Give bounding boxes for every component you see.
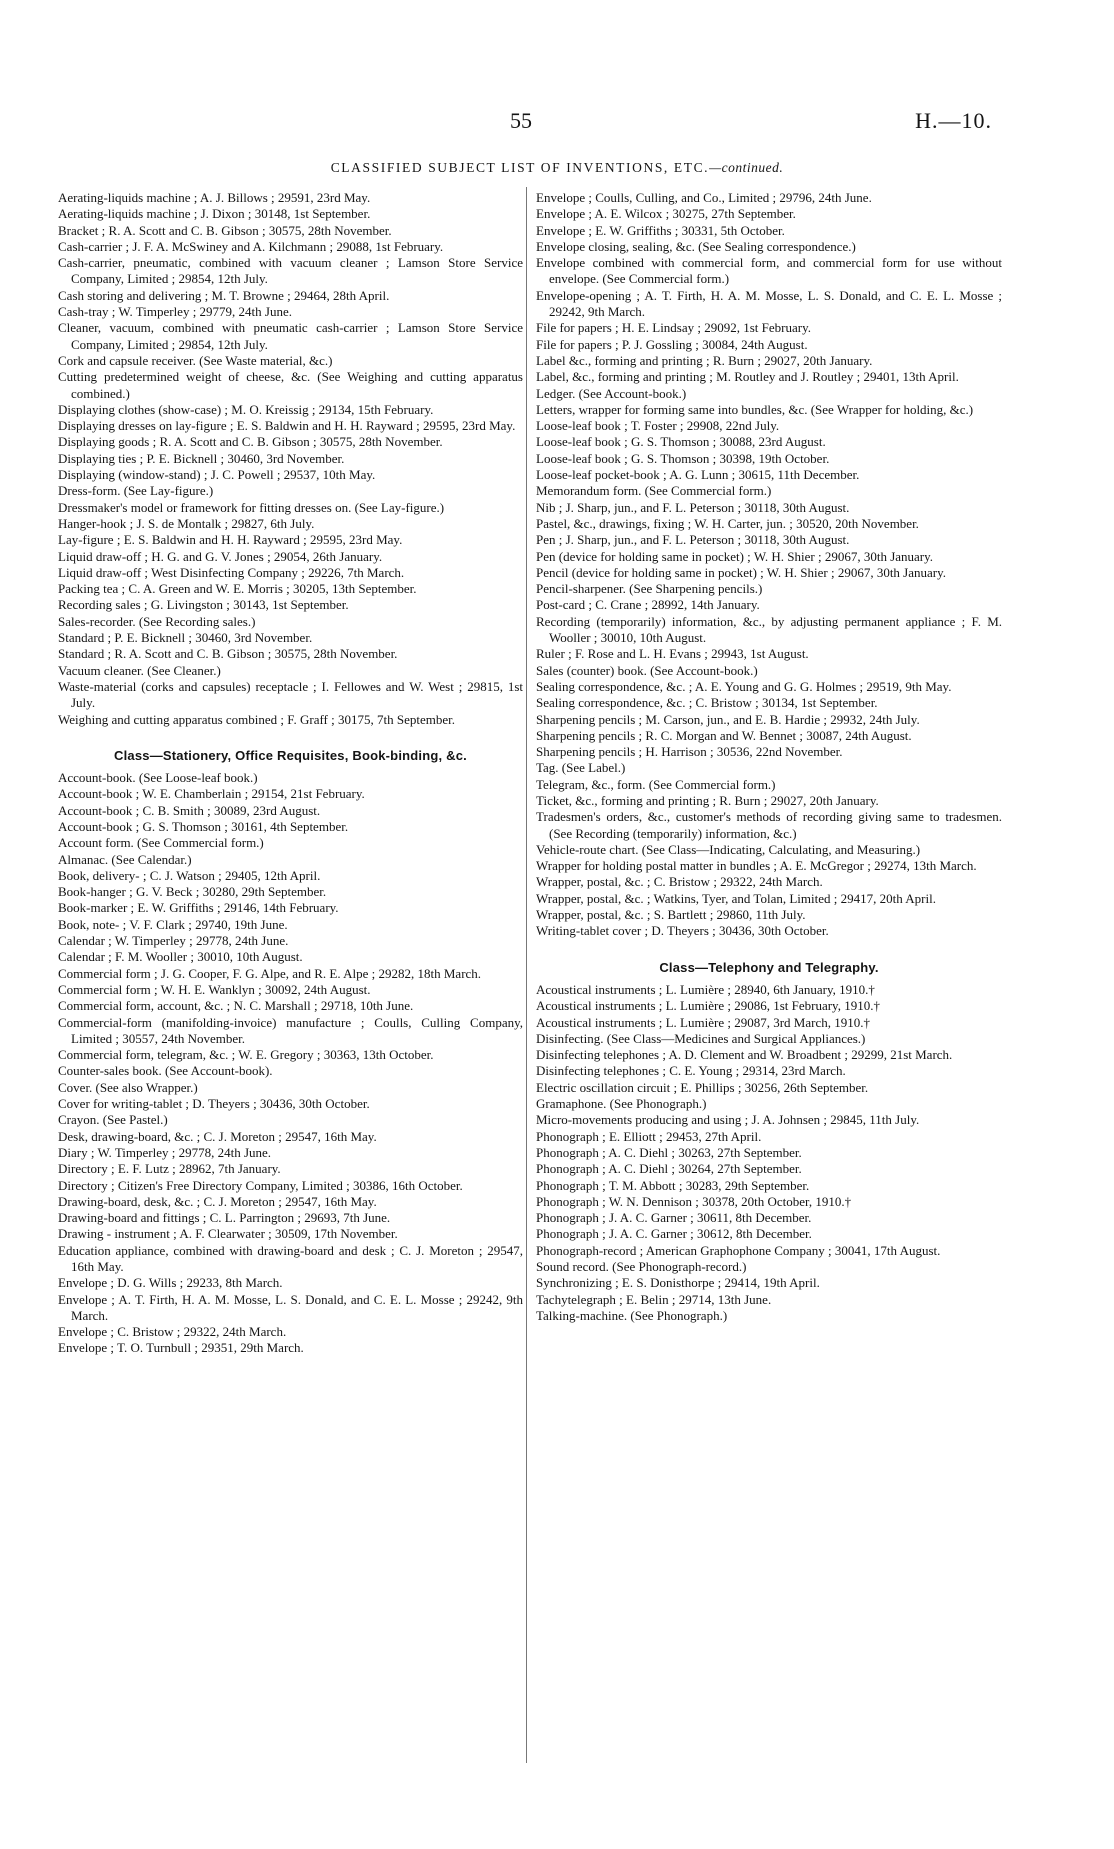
index-entry: Sealing correspondence, &c. ; C. Bristow ; 30134, 1st September. — [536, 695, 878, 711]
index-entry: Phonograph ; A. C. Diehl ; 30264, 27th September. — [536, 1161, 802, 1177]
right-column — [536, 190, 1002, 1324]
index-entry: Cleaner, vacuum, combined with pneumatic cash-carrier ; Lamson Store Service Company, Limited ; 29854, 12th July. — [58, 320, 523, 352]
index-entry: Phonograph-record ; American Graphophone Company ; 30041, 17th August. — [536, 1242, 941, 1258]
index-entry: Wrapper, postal, &c. ; S. Bartlett ; 29860, 11th July. — [536, 907, 806, 923]
index-entry: Commercial form ; J. G. Cooper, F. G. Alpe, and R. E. Alpe ; 29282, 18th March. — [58, 965, 482, 981]
index-entry: Directory ; E. F. Lutz ; 28962, 7th January. — [58, 1161, 281, 1177]
index-entry: Liquid draw-off ; West Disinfecting Company ; 29226, 7th March. — [58, 564, 405, 580]
index-entry: Commercial form, account, &c. ; N. C. Marshall ; 29718, 10th June. — [58, 998, 414, 1014]
index-entry: Drawing - instrument ; A. F. Clearwater ; 30509, 17th November. — [58, 1226, 398, 1242]
index-entry: Envelope combined with commercial form, and commercial form for use without envelope. (See Commercial form.) — [536, 255, 1002, 287]
index-entry: Pencil (device for holding same in pocket) ; W. H. Shier ; 29067, 30th January. — [536, 564, 947, 580]
index-entry: Phonograph ; W. N. Dennison ; 30378, 20th October, 1910.† — [536, 1193, 852, 1209]
index-entry: Crayon. (See Pastel.) — [58, 1112, 168, 1128]
index-entry: Micro-movements producing and using ; J. A. Johnsen ; 29845, 11th July. — [536, 1112, 920, 1128]
index-entry: Envelope closing, sealing, &c. (See Sealing correspondence.) — [536, 238, 856, 254]
index-entry: Cork and capsule receiver. (See Waste material, &c.) — [58, 352, 333, 368]
index-entry: Cash-carrier, pneumatic, combined with vacuum cleaner ; Lamson Store Service Company, Limited ; 29854, 12th July. — [58, 255, 523, 287]
index-entry: Dressmaker's model or framework for fitting dresses on. (See Lay-figure.) — [58, 499, 445, 515]
index-entry: Memorandum form. (See Commercial form.) — [536, 483, 772, 499]
right-entries-list — [536, 190, 1002, 940]
index-entry: Pen ; J. Sharp, jun., and F. L. Peterson ; 30118, 30th August. — [536, 532, 850, 548]
index-entry: Tachytelegraph ; E. Belin ; 29714, 13th June. — [536, 1291, 772, 1307]
index-entry: Account form. (See Commercial form.) — [58, 835, 264, 851]
index-entry: Sealing correspondence, &c. ; A. E. Young and G. G. Holmes ; 29519, 9th May. — [536, 678, 952, 694]
index-entry: Book, delivery- ; C. J. Watson ; 29405, 12th April. — [58, 867, 321, 883]
index-entry: Loose-leaf pocket-book ; A. G. Lunn ; 30615, 11th December. — [536, 467, 860, 483]
index-entry: Liquid draw-off ; H. G. and G. V. Jones ; 29054, 26th January. — [58, 548, 383, 564]
index-entry: Sales-recorder. (See Recording sales.) — [58, 613, 256, 629]
index-entry: Hanger-hook ; J. S. de Montalk ; 29827, 6th July. — [58, 515, 315, 531]
index-entry: Synchronizing ; E. S. Donisthorpe ; 29414, 19th April. — [536, 1275, 820, 1291]
index-entry: Standard ; R. A. Scott and C. B. Gibson ; 30575, 28th November. — [58, 646, 398, 662]
index-entry: Envelope-opening ; A. T. Firth, H. A. M. Mosse, L. S. Donald, and C. E. L. Mosse ; 29242, 9th March. — [536, 287, 1002, 320]
index-entry: Ledger. (See Account-book.) — [536, 385, 687, 401]
index-entry: Cash-tray ; W. Timperley ; 29779, 24th June. — [58, 304, 292, 320]
index-entry: Post-card ; C. Crane ; 28992, 14th January. — [536, 597, 760, 613]
document-code: H.—10. — [915, 108, 992, 133]
running-title-text: CLASSIFIED SUBJECT LIST OF INVENTIONS, ETC. — [330, 160, 710, 175]
index-entry: Displaying goods ; R. A. Scott and C. B. Gibson ; 30575, 28th November. — [58, 434, 443, 450]
section-heading-telephony: Class—Telephony and Telegraphy. — [659, 959, 879, 975]
index-entry: Packing tea ; C. A. Green and W. E. Morris ; 30205, 13th September. — [58, 581, 417, 597]
index-entry: Vehicle-route chart. (See Class—Indicating, Calculating, and Measuring.) — [536, 841, 921, 857]
index-entry: Aerating-liquids machine ; A. J. Billows ; 29591, 23rd May. — [58, 190, 371, 205]
index-entry: Pastel, &c., drawings, fixing ; W. H. Carter, jun. ; 30520, 20th November. — [536, 515, 919, 531]
index-entry: Weighing and cutting apparatus combined ; F. Graff ; 30175, 7th September. — [58, 711, 455, 727]
index-entry: Disinfecting telephones ; C. E. Young ; 29314, 23rd March. — [536, 1063, 846, 1079]
index-entry: Envelope ; A. T. Firth, H. A. M. Mosse, L. S. Donald, and C. E. L. Mosse ; 29242, 9th March. — [58, 1291, 523, 1323]
index-entry: Ruler ; F. Rose and L. H. Evans ; 29943, 1st August. — [536, 646, 809, 662]
index-entry: Commercial form, telegram, &c. ; W. E. Gregory ; 30363, 13th October. — [58, 1047, 434, 1063]
index-entry: Tradesmen's orders, &c., customer's methods of recording giving same to tradesmen. (See Recording (temporarily) information, &c.) — [536, 809, 1002, 841]
index-entry: Directory ; Citizen's Free Directory Company, Limited ; 30386, 16th October. — [58, 1177, 463, 1193]
index-entry: Calendar ; F. M. Wooller ; 30010, 10th August. — [58, 949, 303, 965]
index-entry: Envelope ; A. E. Wilcox ; 30275, 27th September. — [536, 206, 796, 222]
index-entry: Loose-leaf book ; G. S. Thomson ; 30398, 19th October. — [536, 450, 830, 466]
index-entry: Book-marker ; E. W. Griffiths ; 29146, 14th February. — [58, 900, 339, 916]
index-entry: Phonograph ; A. C. Diehl ; 30263, 27th September. — [536, 1144, 802, 1160]
index-entry: Envelope ; C. Bristow ; 29322, 24th March. — [58, 1324, 287, 1340]
index-entry: Dress-form. (See Lay-figure.) — [58, 483, 214, 499]
index-entry: Sharpening pencils ; M. Carson, jun., and E. B. Hardie ; 29932, 24th July. — [536, 711, 920, 727]
running-title-continued: —continued. — [709, 160, 784, 175]
section-heading-stationery: Class—Stationery, Office Requisites, Book-binding, &c. — [114, 747, 467, 763]
index-entry: Book-hanger ; G. V. Beck ; 30280, 29th September. — [58, 884, 327, 900]
index-entry: Acoustical instruments ; L. Lumière ; 29087, 3rd March, 1910.† — [536, 1014, 870, 1030]
index-entry: Wrapper for holding postal matter in bundles ; A. E. McGregor ; 29274, 13th March. — [536, 858, 977, 874]
index-entry: Displaying clothes (show-case) ; M. O. Kreissig ; 29134, 15th February. — [58, 401, 434, 417]
index-entry: Telegram, &c., form. (See Commercial form.) — [536, 776, 776, 792]
index-entry: Label &c., forming and printing ; R. Burn ; 29027, 20th January. — [536, 352, 873, 368]
index-entry: Acoustical instruments ; L. Lumière ; 29086, 1st February, 1910.† — [536, 998, 880, 1014]
index-entry: Waste-material (corks and capsules) receptacle ; I. Fellowes and W. West ; 29815, 1st July. — [58, 678, 523, 711]
index-entry: Acoustical instruments ; L. Lumière ; 28940, 6th January, 1910.† — [536, 981, 875, 997]
index-entry: File for papers ; P. J. Gossling ; 30084, 24th August. — [536, 336, 808, 352]
index-entry: Loose-leaf book ; T. Foster ; 29908, 22nd July. — [536, 418, 780, 434]
index-entry: Diary ; W. Timperley ; 29778, 24th June. — [58, 1144, 272, 1160]
index-entry: Account-book. (See Loose-leaf book.) — [58, 770, 258, 786]
index-entry: Phonograph ; E. Elliott ; 29453, 27th April. — [536, 1128, 762, 1144]
index-entry: Account-book ; G. S. Thomson ; 30161, 4th September. — [58, 818, 349, 834]
index-entry: Disinfecting telephones ; A. D. Clement and W. Broadbent ; 29299, 21st March. — [536, 1047, 953, 1063]
index-entry: Drawing-board, desk, &c. ; C. J. Moreton ; 29547, 16th May. — [58, 1193, 377, 1209]
index-entry: Pencil-sharpener. (See Sharpening pencils.) — [536, 581, 763, 597]
index-entry: Sound record. (See Phonograph-record.) — [536, 1259, 747, 1274]
index-entry: Envelope ; Coulls, Culling, and Co., Limited ; 29796, 24th June. — [536, 190, 872, 205]
index-entry: Cover. (See also Wrapper.) — [58, 1079, 198, 1095]
index-entry: Cover for writing-tablet ; D. Theyers ; 30436, 30th October. — [58, 1096, 370, 1112]
index-entry: Recording sales ; G. Livingston ; 30143, 1st September. — [58, 597, 349, 613]
index-entry: Recording (temporarily) information, &c., by adjusting permanent appliance ; F. M. Wooller ; 30010, 10th August. — [536, 613, 1002, 646]
index-entry: Displaying dresses on lay-figure ; E. S. Baldwin and H. H. Rayward ; 29595, 23rd May. — [58, 418, 516, 434]
index-entry: Counter-sales book. (See Account-book). — [58, 1063, 273, 1079]
index-entry: Ticket, &c., forming and printing ; R. Burn ; 29027, 20th January. — [536, 792, 879, 808]
index-entry: Loose-leaf book ; G. S. Thomson ; 30088, 23rd August. — [536, 434, 826, 450]
index-entry: Electric oscillation circuit ; E. Phillips ; 30256, 26th September. — [536, 1079, 869, 1095]
running-title — [0, 160, 1114, 176]
page-number: 55 — [510, 108, 532, 133]
index-entry: Letters, wrapper for forming same into bundles, &c. (See Wrapper for holding, &c.) — [536, 401, 974, 417]
index-entry: Writing-tablet cover ; D. Theyers ; 30436, 30th October. — [536, 923, 829, 939]
index-entry: Sales (counter) book. (See Account-book.) — [536, 662, 758, 678]
index-entry: Aerating-liquids machine ; J. Dixon ; 30148, 1st September. — [58, 206, 371, 222]
index-entry: Envelope ; D. G. Wills ; 29233, 8th March. — [58, 1275, 283, 1291]
left-entries-list — [58, 190, 523, 728]
index-entry: Account-book ; C. B. Smith ; 30089, 23rd August. — [58, 802, 321, 818]
index-entry: Envelope ; E. W. Griffiths ; 30331, 5th October. — [536, 222, 785, 238]
index-entry: File for papers ; H. E. Lindsay ; 29092, 1st February. — [536, 320, 811, 336]
index-entry: Sharpening pencils ; H. Harrison ; 30536, 22nd November. — [536, 744, 843, 760]
index-entry: Envelope ; T. O. Turnbull ; 29351, 29th March. — [58, 1340, 304, 1356]
index-entry: Lay-figure ; E. S. Baldwin and H. H. Rayward ; 29595, 23rd May. — [58, 532, 403, 548]
index-entry: Calendar ; W. Timperley ; 29778, 24th June. — [58, 933, 289, 949]
index-entry: Education appliance, combined with drawing-board and desk ; C. J. Moreton ; 29547, 16th May. — [58, 1242, 523, 1274]
telephony-entries-list — [536, 982, 1002, 1324]
index-entry: Sharpening pencils ; R. C. Morgan and W. Bennet ; 30087, 24th August. — [536, 727, 912, 743]
index-entry: Commercial form ; W. H. E. Wanklyn ; 30092, 24th August. — [58, 981, 371, 997]
index-entry: Cutting predetermined weight of cheese, &c. (See Weighing and cutting apparatus combined.) — [58, 369, 523, 401]
column-divider — [526, 187, 527, 1763]
index-entry: Wrapper, postal, &c. ; Watkins, Tyer, and Tolan, Limited ; 29417, 20th April. — [536, 890, 936, 906]
index-entry: Cash storing and delivering ; M. T. Browne ; 29464, 28th April. — [58, 287, 390, 303]
index-entry: Displaying (window-stand) ; J. C. Powell ; 29537, 10th May. — [58, 467, 376, 483]
index-entry: Desk, drawing-board, &c. ; C. J. Moreton ; 29547, 16th May. — [58, 1128, 377, 1144]
index-entry: Phonograph ; J. A. C. Garner ; 30611, 8th December. — [536, 1210, 812, 1226]
index-entry: Phonograph ; T. M. Abbott ; 30283, 29th September. — [536, 1177, 810, 1193]
index-entry: Vacuum cleaner. (See Cleaner.) — [58, 662, 221, 678]
index-entry: Pen (device for holding same in pocket) ; W. H. Shier ; 29067, 30th January. — [536, 548, 934, 564]
index-entry: Tag. (See Label.) — [536, 760, 626, 776]
index-entry: Bracket ; R. A. Scott and C. B. Gibson ; 30575, 28th November. — [58, 222, 392, 238]
index-entry: Book, note- ; V. F. Clark ; 29740, 19th June. — [58, 916, 288, 932]
index-entry: Gramaphone. (See Phonograph.) — [536, 1096, 707, 1112]
index-entry: Disinfecting. (See Class—Medicines and Surgical Appliances.) — [536, 1030, 866, 1046]
index-entry: Talking-machine. (See Phonograph.) — [536, 1307, 728, 1323]
index-entry: Cash-carrier ; J. F. A. McSwiney and A. Kilchmann ; 29088, 1st February. — [58, 238, 444, 254]
index-entry: Wrapper, postal, &c. ; C. Bristow ; 29322, 24th March. — [536, 874, 823, 890]
left-column — [58, 190, 523, 1357]
stationery-entries-list — [58, 770, 523, 1357]
index-entry: Almanac. (See Calendar.) — [58, 851, 192, 867]
index-entry: Nib ; J. Sharp, jun., and F. L. Peterson ; 30118, 30th August. — [536, 499, 850, 515]
index-entry: Drawing-board and fittings ; C. L. Parrington ; 29693, 7th June. — [58, 1210, 391, 1226]
index-entry: Account-book ; W. E. Chamberlain ; 29154, 21st February. — [58, 786, 365, 802]
index-entry: Phonograph ; J. A. C. Garner ; 30612, 8th December. — [536, 1226, 812, 1242]
index-entry: Label, &c., forming and printing ; M. Routley and J. Routley ; 29401, 13th April. — [536, 369, 959, 385]
index-entry: Standard ; P. E. Bicknell ; 30460, 3rd November. — [58, 630, 313, 646]
index-entry: Displaying ties ; P. E. Bicknell ; 30460, 3rd November. — [58, 450, 345, 466]
index-entry: Commercial-form (manifolding-invoice) manufacture ; Coulls, Culling Company, Limited ; 30557, 24th November. — [58, 1014, 523, 1046]
